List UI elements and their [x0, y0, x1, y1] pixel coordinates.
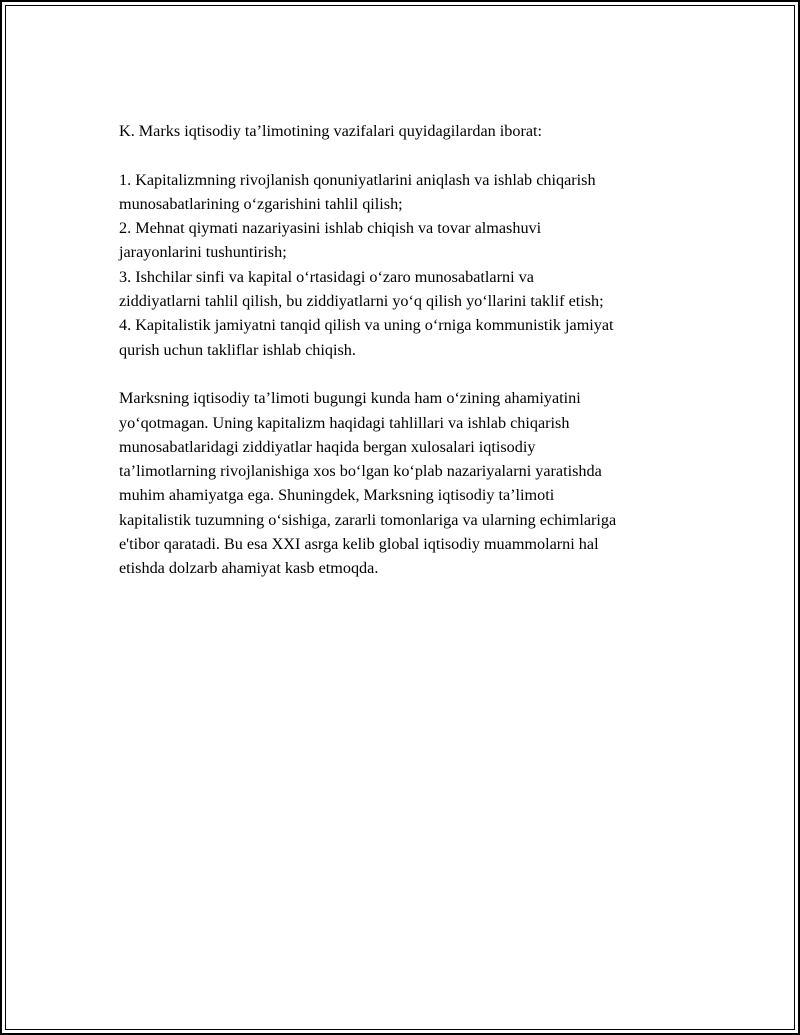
paragraph-line: Marksning iqtisodiy ta’limoti bugungi kunda ham oʻzining ahamiyatini	[119, 389, 581, 408]
paragraph-gap	[119, 362, 704, 386]
paragraph-gap	[119, 143, 704, 167]
paragraph-line: e'tibor qaratadi. Bu esa XXI asrga kelib global iqtisodiy muammolarni hal	[119, 535, 599, 554]
page-border	[5, 5, 795, 1030]
list-line: munosabatlarining oʻzgarishini tahlil qilish;	[119, 194, 403, 213]
list-line: 3. Ishchilar sinfi va kapital oʻrtasidagi oʻzaro munosabatlarni va	[119, 267, 534, 286]
list-line: 1. Kapitalizmning rivojlanish qonuniyatlarini aniqlash va ishlab chiqarish	[119, 170, 596, 189]
list-line: jarayonlarini tushuntirish;	[119, 243, 287, 262]
task-list	[119, 168, 704, 362]
paragraph-line: yoʻqotmagan. Uning kapitalizm haqidagi tahlillari va ishlab chiqarish	[119, 413, 570, 432]
paragraph-line: muhim ahamiyatga ega. Shuningdek, Marksning iqtisodiy ta’limoti	[119, 486, 555, 505]
document-body	[119, 119, 704, 581]
intro-line: K. Marks iqtisodiy ta’limotining vazifalari quyidagilardan iborat:	[119, 122, 543, 140]
paragraph-line: munosabatlaridagi ziddiyatlar haqida bergan xulosalari iqtisodiy	[119, 437, 536, 456]
paragraph-line: ta’limotlarning rivojlanishiga xos boʻlgan koʻplab nazariyalarni yaratishda	[119, 462, 602, 481]
list-line: 2. Mehnat qiymati nazariyasini ishlab chiqish va tovar almashuvi	[119, 219, 542, 238]
list-line: 4. Kapitalistik jamiyatni tanqid qilish va uning oʻrniga kommunistik jamiyat	[119, 316, 614, 335]
list-line: qurish uchun takliflar ishlab chiqish.	[119, 340, 356, 359]
conclusion-paragraph	[119, 386, 704, 580]
paragraph-line: etishda dolzarb ahamiyat kasb etmoqda.	[119, 559, 379, 578]
list-line: ziddiyatlarni tahlil qilish, bu ziddiyatlarni yoʻq qilish yoʻllarini taklif etish;	[119, 292, 604, 311]
paragraph-line: kapitalistik tuzumning oʻsishiga, zararli tomonlariga va ularning echimlariga	[119, 510, 617, 529]
